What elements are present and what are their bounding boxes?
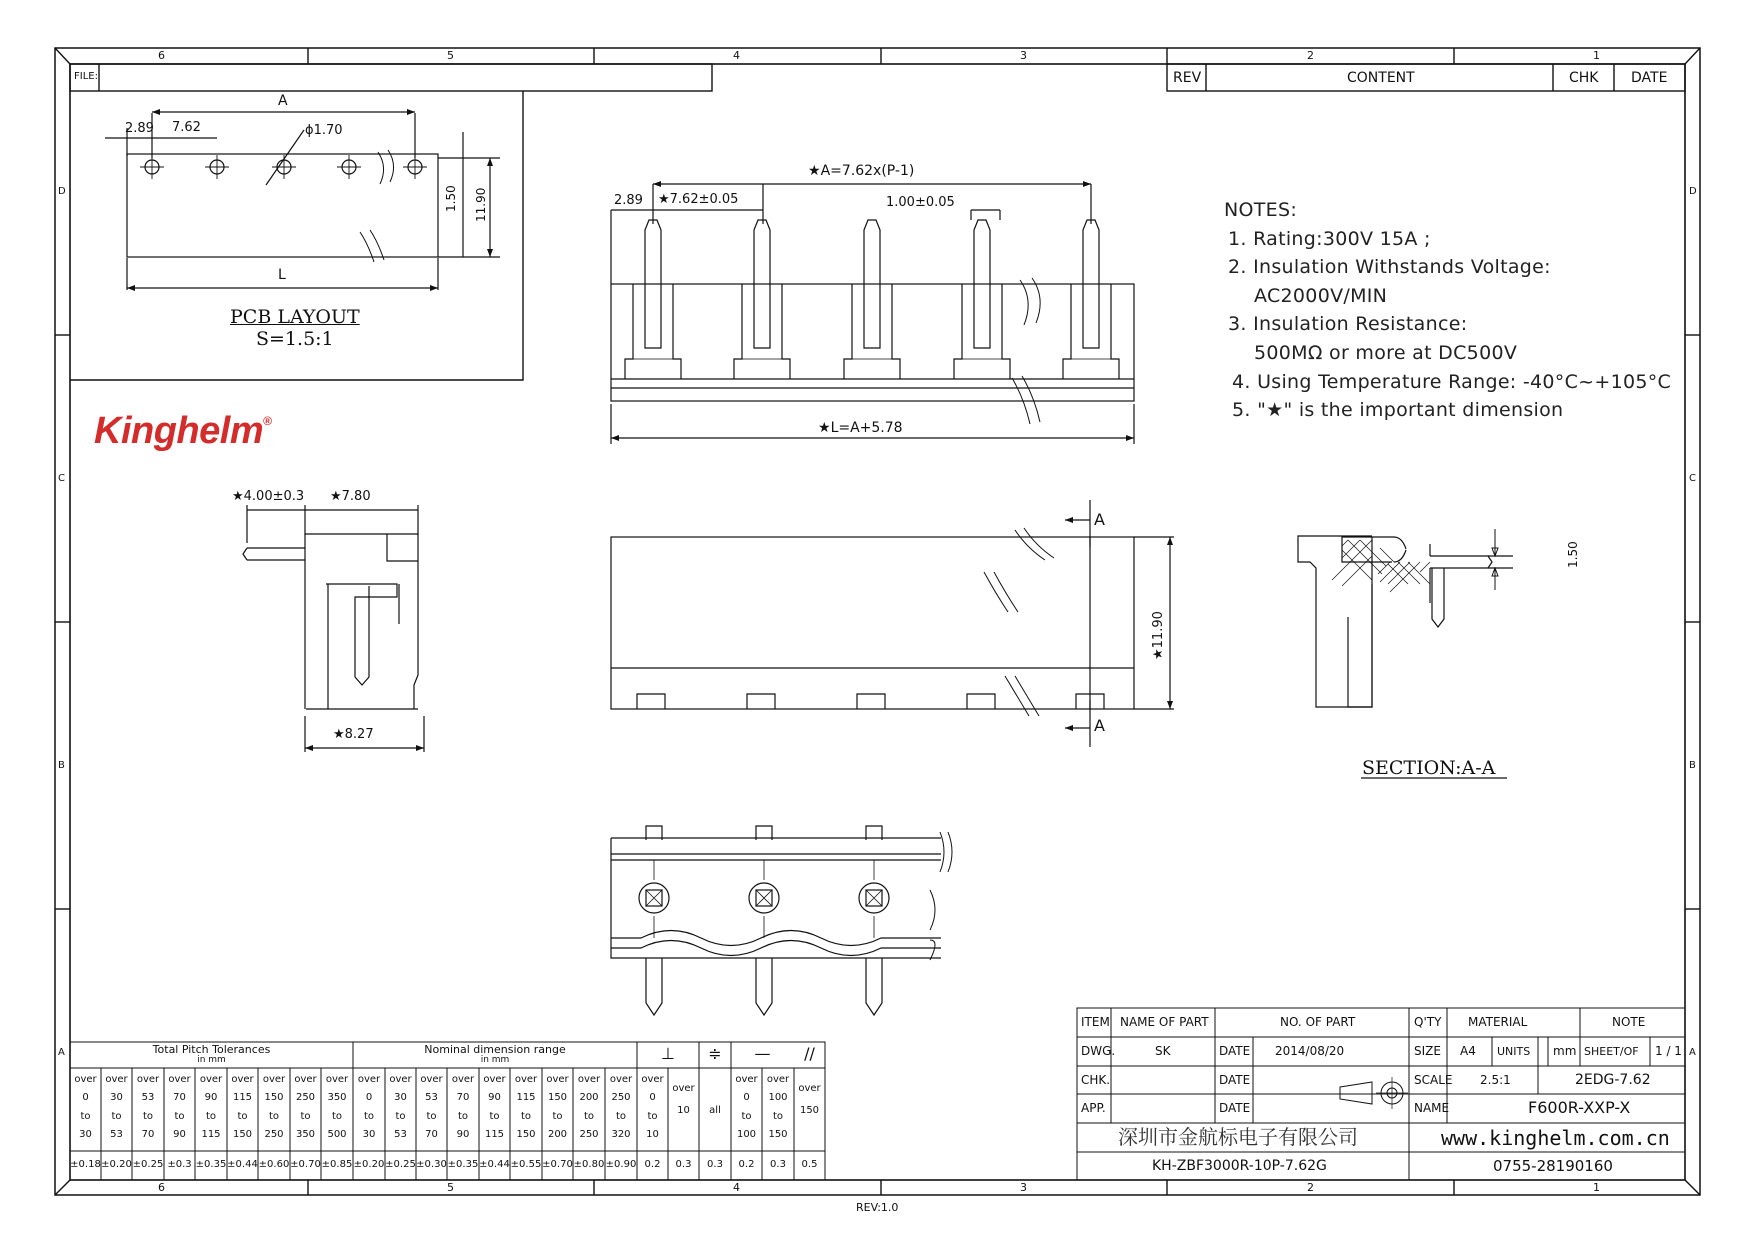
pitch-from: 150 bbox=[264, 1092, 284, 1103]
perp-tolerance: 0.2 bbox=[644, 1159, 661, 1170]
nominal-to-word: to bbox=[363, 1111, 375, 1122]
section-dim: 1.50 bbox=[1566, 541, 1580, 568]
star-icon: ★ bbox=[658, 192, 670, 207]
straight-from: 100 bbox=[768, 1092, 788, 1103]
title-block-lines bbox=[1077, 1008, 1685, 1180]
tb-size: A4 bbox=[1460, 1044, 1476, 1058]
pitch-to-word: to bbox=[174, 1111, 185, 1122]
tb-sheet: 1 / 1 bbox=[1655, 1044, 1682, 1058]
star-icon: ★ bbox=[232, 489, 244, 504]
rev-header-rev: REV bbox=[1173, 70, 1202, 86]
pitch-unit: in mm bbox=[197, 1055, 226, 1065]
parallelism-icon: // bbox=[804, 1044, 815, 1063]
pitch-over: over bbox=[294, 1074, 317, 1085]
front-dim-L-value: L=A+5.78 bbox=[830, 420, 903, 436]
tb-drawing-code: 2EDG-7.62 bbox=[1575, 1072, 1651, 1088]
col-label-2-top: 2 bbox=[1307, 49, 1314, 62]
col-label-4-top: 4 bbox=[733, 49, 740, 62]
row-label-C-right: C bbox=[1689, 473, 1696, 484]
pitch-from: 30 bbox=[110, 1092, 123, 1103]
pitch-from: 90 bbox=[204, 1092, 218, 1103]
perp-top: over bbox=[641, 1074, 664, 1085]
pcb-layout-scale: S=1.5:1 bbox=[256, 328, 334, 350]
pcb-dim-pitch: 7.62 bbox=[172, 120, 201, 135]
pcb-layout-view bbox=[105, 109, 500, 291]
pcb-dim-hole: ϕ1.70 bbox=[305, 123, 343, 138]
pitch-from: 53 bbox=[141, 1092, 155, 1103]
bottom-section-A-bottom: A bbox=[1094, 716, 1105, 735]
nominal-over: over bbox=[389, 1074, 412, 1085]
symmetry-icon: ≑ bbox=[708, 1044, 722, 1063]
side-dim-d3-value: 8.27 bbox=[344, 727, 374, 742]
section-title: SECTION:A-A bbox=[1362, 757, 1496, 779]
pitch-to: 350 bbox=[295, 1129, 316, 1140]
nominal-tolerance: ±0.90 bbox=[605, 1159, 637, 1170]
note-4: 4. Using Temperature Range: -40°C~+105°C bbox=[1232, 370, 1672, 393]
note-5: 5. "★" is the important dimension bbox=[1232, 399, 1564, 422]
top-view bbox=[611, 826, 952, 1015]
pitch-over: over bbox=[168, 1074, 191, 1085]
star-icon: ★ bbox=[808, 163, 821, 179]
front-dim-first: 2.89 bbox=[614, 193, 643, 208]
nominal-to: 30 bbox=[362, 1129, 376, 1140]
tb-no-of-part: NO. OF PART bbox=[1280, 1015, 1356, 1029]
bottom-dim-h-value: 11.90 bbox=[1151, 611, 1166, 649]
star-icon: ★ bbox=[1151, 648, 1166, 660]
nominal-over: over bbox=[420, 1074, 443, 1085]
pitch-to: 90 bbox=[173, 1129, 186, 1140]
rev-header-content: CONTENT bbox=[1347, 70, 1415, 86]
pitch-from: 115 bbox=[232, 1092, 253, 1103]
pitch-to-word: to bbox=[205, 1111, 217, 1122]
tb-phone: 0755-28190160 bbox=[1493, 1157, 1613, 1175]
tb-size-label: SIZE bbox=[1414, 1044, 1441, 1058]
tb-company-cn: 深圳市金航标电子有限公司 bbox=[1118, 1125, 1358, 1149]
pitch-over: over bbox=[105, 1074, 128, 1085]
nominal-to-word: to bbox=[426, 1111, 437, 1122]
tb-website: www.kinghelm.com.cn bbox=[1441, 1126, 1670, 1150]
straight-to: 100 bbox=[736, 1129, 757, 1140]
pitch-tolerance: ±0.60 bbox=[258, 1159, 290, 1170]
pitch-to: 115 bbox=[201, 1129, 221, 1140]
tb-item: ITEM bbox=[1081, 1015, 1110, 1029]
bottom-view bbox=[611, 500, 1174, 747]
tb-name-of-part: NAME OF PART bbox=[1120, 1015, 1209, 1029]
nominal-tolerance: ±0.55 bbox=[510, 1159, 542, 1170]
row-label-D-right: D bbox=[1689, 186, 1697, 197]
straight-tolerance: 0.2 bbox=[738, 1159, 755, 1170]
star-icon: ★ bbox=[818, 420, 831, 436]
side-dim-d1 bbox=[232, 490, 304, 503]
nominal-over: over bbox=[514, 1074, 538, 1085]
revision-table-lines bbox=[1167, 64, 1685, 91]
tb-name: F600R-XXP-X bbox=[1528, 1098, 1631, 1117]
side-dim-d2 bbox=[330, 490, 371, 503]
nominal-from: 30 bbox=[394, 1092, 407, 1103]
pitch-tolerance: ±0.18 bbox=[70, 1159, 101, 1170]
star-icon: ★ bbox=[333, 727, 345, 742]
nominal-tolerance: ±0.70 bbox=[542, 1159, 573, 1170]
row-label-C-left: C bbox=[58, 473, 65, 484]
tb-dwg-date-label: DATE bbox=[1219, 1044, 1251, 1058]
straightness-icon: — bbox=[754, 1044, 771, 1063]
nominal-to-word: to bbox=[615, 1111, 627, 1122]
nominal-to: 320 bbox=[611, 1129, 631, 1140]
file-box bbox=[70, 64, 712, 91]
rev-header-chk: CHK bbox=[1569, 70, 1599, 86]
nominal-over: over bbox=[609, 1074, 633, 1085]
pitch-to: 30 bbox=[79, 1129, 92, 1140]
straight-top: over bbox=[766, 1074, 790, 1085]
nominal-over: over bbox=[451, 1074, 475, 1085]
straight-tolerance: 0.3 bbox=[770, 1159, 786, 1170]
nominal-over: over bbox=[357, 1074, 381, 1085]
tb-note: NOTE bbox=[1612, 1015, 1646, 1029]
side-dim-d1-value: 4.00±0.3 bbox=[243, 489, 305, 504]
pitch-over: over bbox=[74, 1074, 97, 1085]
nominal-to: 53 bbox=[394, 1129, 407, 1140]
col-label-3-top: 3 bbox=[1020, 49, 1027, 62]
star-icon: ★ bbox=[330, 489, 342, 504]
bottom-section-A-top: A bbox=[1094, 510, 1105, 529]
rev-header-date: DATE bbox=[1631, 70, 1668, 86]
pitch-to-word: to bbox=[300, 1111, 311, 1122]
nominal-from: 53 bbox=[425, 1092, 438, 1103]
symmetry-tolerance: 0.3 bbox=[707, 1159, 723, 1170]
straight-to: 150 bbox=[768, 1129, 788, 1140]
pitch-to-word: to bbox=[331, 1111, 343, 1122]
straight-from: over bbox=[798, 1083, 821, 1094]
nominal-to: 200 bbox=[547, 1129, 568, 1140]
nominal-from: 0 bbox=[365, 1092, 373, 1103]
nominal-tolerance: ±0.25 bbox=[385, 1159, 416, 1170]
straight-mid: to bbox=[772, 1111, 784, 1122]
pitch-tolerance: ±0.25 bbox=[132, 1159, 164, 1170]
notes-block bbox=[1224, 196, 1671, 425]
nominal-to: 115 bbox=[484, 1129, 505, 1140]
col-label-2-bottom: 2 bbox=[1307, 1181, 1314, 1194]
straight-to: 150 bbox=[799, 1105, 820, 1116]
pitch-to-word: to bbox=[111, 1111, 122, 1122]
pcb-dim-h2: 11.90 bbox=[474, 187, 488, 222]
pitch-over: over bbox=[136, 1074, 160, 1085]
straight-top: over bbox=[735, 1074, 758, 1085]
nominal-from: 250 bbox=[611, 1092, 631, 1103]
tb-dwg-label: DWG. bbox=[1081, 1044, 1116, 1058]
perp-to: 10 bbox=[646, 1129, 659, 1140]
pitch-over: over bbox=[262, 1074, 286, 1085]
tb-name-label: NAME bbox=[1414, 1101, 1450, 1115]
nominal-tolerance: ±0.20 bbox=[353, 1159, 385, 1170]
symmetry-all: all bbox=[709, 1105, 721, 1116]
section-view bbox=[1298, 529, 1513, 778]
col-label-1-top: 1 bbox=[1593, 49, 1600, 62]
nominal-to-word: to bbox=[520, 1111, 532, 1122]
tb-chk-label: CHK. bbox=[1081, 1073, 1111, 1087]
note-1: 1. Rating:300V 15A ; bbox=[1228, 227, 1431, 250]
tb-app-label: APP. bbox=[1081, 1101, 1106, 1115]
col-label-6-bottom: 6 bbox=[158, 1181, 165, 1194]
row-label-B-left: B bbox=[58, 760, 65, 771]
front-dim-pin: 1.00±0.05 bbox=[886, 195, 955, 210]
nominal-tolerance: ±0.30 bbox=[416, 1159, 447, 1170]
side-dim-d3 bbox=[333, 728, 374, 741]
front-view bbox=[611, 181, 1134, 444]
pitch-tolerance: ±0.85 bbox=[321, 1159, 353, 1170]
section-hatch bbox=[1332, 540, 1430, 592]
bottom-dim-h bbox=[1152, 611, 1165, 660]
tb-chk-date-label: DATE bbox=[1219, 1073, 1251, 1087]
nominal-from: 200 bbox=[579, 1092, 599, 1103]
nominal-from: 115 bbox=[516, 1092, 536, 1103]
pcb-dim-L: L bbox=[278, 267, 286, 283]
pitch-header: Total Pitch Tolerances bbox=[152, 1043, 271, 1056]
nominal-to-word: to bbox=[489, 1111, 500, 1122]
nominal-from: 70 bbox=[456, 1092, 470, 1103]
tb-dwg-date: 2014/08/20 bbox=[1275, 1044, 1345, 1058]
nominal-over: over bbox=[577, 1074, 601, 1085]
kinghelm-logo bbox=[94, 410, 271, 453]
front-pins bbox=[625, 220, 1119, 379]
nominal-to: 90 bbox=[456, 1129, 470, 1140]
nominal-to-word: to bbox=[583, 1111, 595, 1122]
tb-qty: Q'TY bbox=[1414, 1015, 1442, 1029]
file-label: FILE: bbox=[74, 71, 98, 82]
pitch-from: 0 bbox=[82, 1092, 89, 1103]
front-dim-L bbox=[818, 421, 903, 435]
front-dim-A bbox=[808, 164, 914, 178]
pitch-tolerance: ±0.3 bbox=[167, 1159, 192, 1170]
rev-footer: REV:1.0 bbox=[856, 1201, 899, 1214]
pitch-to: 150 bbox=[232, 1129, 253, 1140]
tb-units-label: UNITS bbox=[1497, 1045, 1531, 1058]
pitch-tolerance: ±0.35 bbox=[195, 1159, 227, 1170]
col-label-3-bottom: 3 bbox=[1020, 1181, 1027, 1194]
row-label-A-left: A bbox=[58, 1047, 65, 1058]
pitch-to: 53 bbox=[110, 1129, 123, 1140]
tb-app-date-label: DATE bbox=[1219, 1101, 1251, 1115]
straight-tolerance: 0.5 bbox=[801, 1159, 818, 1170]
nominal-to: 150 bbox=[516, 1129, 536, 1140]
nominal-to-word: to bbox=[395, 1111, 406, 1122]
col-label-6-top: 6 bbox=[158, 49, 165, 62]
side-view bbox=[243, 505, 424, 752]
tb-material: MATERIAL bbox=[1468, 1015, 1528, 1029]
pitch-from: 70 bbox=[173, 1092, 186, 1103]
pitch-to: 250 bbox=[264, 1129, 284, 1140]
tb-part-number: KH-ZBF3000R-10P-7.62G bbox=[1152, 1158, 1327, 1174]
nominal-over: over bbox=[546, 1074, 569, 1085]
col-label-5-bottom: 5 bbox=[447, 1181, 454, 1194]
pitch-over: over bbox=[325, 1074, 349, 1085]
pitch-from: 250 bbox=[295, 1092, 316, 1103]
straight-from: 0 bbox=[743, 1092, 750, 1103]
nominal-tolerance: ±0.80 bbox=[573, 1159, 605, 1170]
pcb-dim-h1: 1.50 bbox=[444, 185, 458, 212]
nominal-to-word: to bbox=[552, 1111, 563, 1122]
perp-from: over bbox=[672, 1083, 695, 1094]
pitch-to: 500 bbox=[327, 1129, 347, 1140]
nominal-to: 70 bbox=[425, 1129, 438, 1140]
pitch-from: 350 bbox=[327, 1092, 347, 1103]
pitch-to-word: to bbox=[237, 1111, 248, 1122]
pitch-to: 70 bbox=[141, 1129, 155, 1140]
tb-scale-label: SCALE bbox=[1414, 1073, 1453, 1087]
nominal-from: 150 bbox=[547, 1092, 568, 1103]
col-label-1-bottom: 1 bbox=[1593, 1181, 1600, 1194]
pcb-dim-first: 2.89 bbox=[125, 121, 154, 136]
pitch-to-word: to bbox=[268, 1111, 280, 1122]
nominal-over: over bbox=[483, 1074, 506, 1085]
notes-title: NOTES: bbox=[1224, 199, 1298, 221]
tb-units: mm bbox=[1553, 1044, 1577, 1058]
perp-mid: to bbox=[647, 1111, 658, 1122]
note-3: 3. Insulation Resistance: bbox=[1228, 313, 1468, 336]
note-2: 2. Insulation Withstands Voltage: bbox=[1228, 256, 1551, 279]
pitch-tolerance: ±0.70 bbox=[290, 1159, 321, 1170]
front-dim-A-value: A=7.62x(P-1) bbox=[820, 163, 915, 179]
row-label-D-left: D bbox=[58, 186, 66, 197]
col-label-5-top: 5 bbox=[447, 49, 454, 62]
pitch-tolerance: ±0.20 bbox=[101, 1159, 132, 1170]
tb-scale: 2.5:1 bbox=[1480, 1073, 1511, 1087]
note-2-cont: AC2000V/MIN bbox=[1254, 284, 1388, 307]
pitch-over: over bbox=[199, 1074, 223, 1085]
pcb-layout-title: PCB LAYOUT bbox=[230, 306, 360, 328]
front-dim-pitch-value: 7.62±0.05 bbox=[669, 192, 739, 207]
logo-text: Kinghelm bbox=[94, 410, 264, 452]
nominal-tolerance: ±0.35 bbox=[447, 1159, 479, 1170]
note-3-cont: 500MΩ or more at DC500V bbox=[1254, 341, 1518, 364]
pcb-dim-A: A bbox=[278, 93, 288, 109]
pitch-tolerance: ±0.44 bbox=[227, 1159, 258, 1170]
nominal-to-word: to bbox=[457, 1111, 469, 1122]
nominal-to: 250 bbox=[579, 1129, 599, 1140]
registered-mark: ® bbox=[263, 414, 272, 428]
nominal-tolerance: ±0.44 bbox=[479, 1159, 510, 1170]
pitch-to-word: to bbox=[80, 1111, 91, 1122]
perpendicularity-icon: ⊥ bbox=[661, 1044, 675, 1063]
straight-mid: to bbox=[741, 1111, 752, 1122]
pitch-over: over bbox=[231, 1074, 254, 1085]
perp-from: 0 bbox=[649, 1092, 656, 1103]
nominal-header: Nominal dimension range bbox=[424, 1043, 566, 1056]
pitch-to-word: to bbox=[142, 1111, 154, 1122]
perp-tolerance: 0.3 bbox=[675, 1159, 692, 1170]
tb-sheet-label: SHEET/OF bbox=[1584, 1045, 1639, 1058]
tb-dwg-by: SK bbox=[1155, 1044, 1171, 1058]
side-dim-d2-value: 7.80 bbox=[341, 489, 371, 504]
col-label-4-bottom: 4 bbox=[733, 1181, 740, 1194]
nominal-unit: in mm bbox=[480, 1055, 510, 1065]
nominal-from: 90 bbox=[488, 1092, 501, 1103]
front-dim-pitch bbox=[658, 193, 738, 206]
row-label-A-right: A bbox=[1689, 1047, 1696, 1058]
perp-to: 10 bbox=[677, 1105, 690, 1116]
row-label-B-right: B bbox=[1689, 760, 1696, 771]
